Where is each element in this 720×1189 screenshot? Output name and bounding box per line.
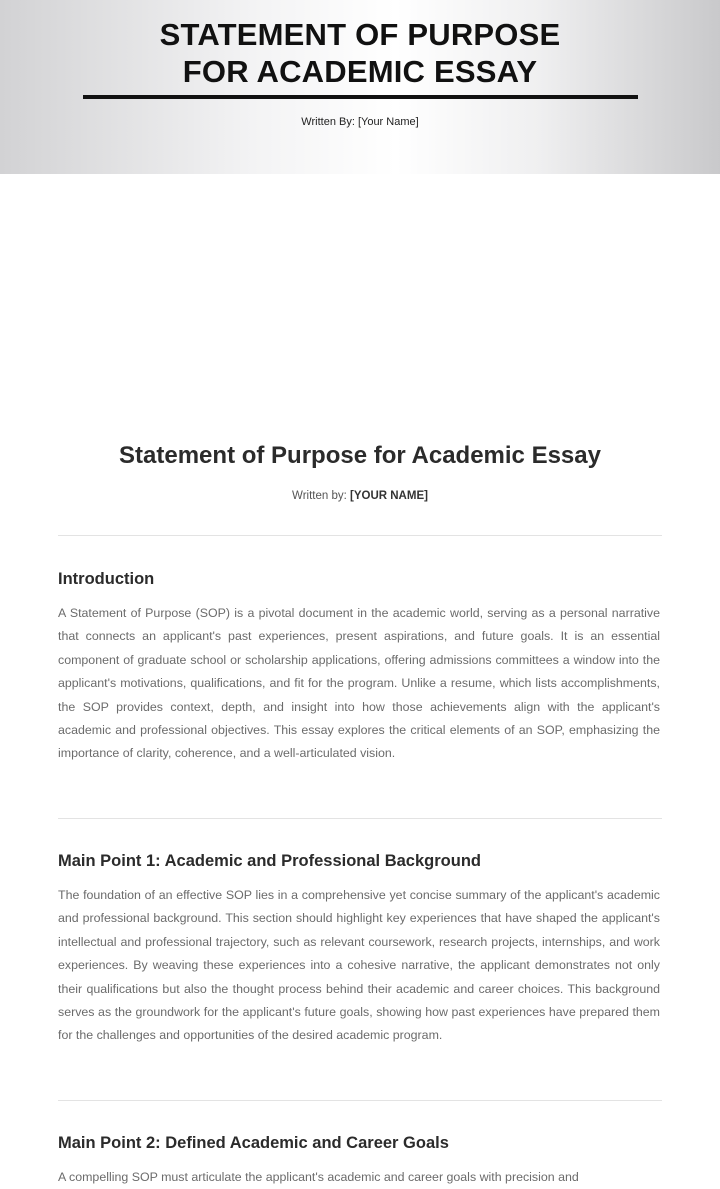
banner-title xyxy=(0,16,720,90)
divider xyxy=(58,535,662,536)
banner-byline: Written By: [Your Name] xyxy=(301,116,419,128)
section-body-main-point-1: The foundation of an effective SOP lies in a comprehensive yet concise summary of the applicant's academic and professional background. This section should highlight key experiences that have shaped the applicant's intellectual and professional trajectory, such as relevant coursework, research projects, internships, and work experiences. By weaving these experiences into a cohesive narrative, the applicant demonstrates not only their qualifications but also the thought process behind their academic and career choices. This background serves as the groundwork for the applicant's future goals, showing how past experiences have prepared them for the challenges and opportunities of the desired academic program. xyxy=(58,888,660,1043)
section-heading-introduction: Introduction xyxy=(58,570,155,588)
banner-title-line-2: FOR ACADEMIC ESSAY xyxy=(182,54,538,89)
divider xyxy=(58,818,662,819)
banner-title-line-1: STATEMENT OF PURPOSE xyxy=(159,17,561,52)
section-body-main-point-2: A compelling SOP must articulate the applicant's academic and career goals with precision and xyxy=(58,1170,579,1184)
document-byline xyxy=(0,490,720,502)
document-title: Statement of Purpose for Academic Essay xyxy=(119,442,601,469)
header-banner xyxy=(0,0,720,174)
byline-prefix: Written by: xyxy=(292,490,347,502)
section-heading-main-point-2: Main Point 2: Defined Academic and Career Goals xyxy=(58,1134,449,1152)
banner-rule xyxy=(83,95,638,99)
section-body-introduction: A Statement of Purpose (SOP) is a pivotal document in the academic world, serving as a personal narrative that connects an applicant's past experiences, present aspirations, and future goals. It is an essential component of graduate school or scholarship applications, offering admissions committees a window into the applicant's motivations, qualifications, and fit for the program. Unlike a resume, which lists accomplishments, the SOP provides context, depth, and insight into how those achievements align with the applicant's academic and professional objectives. This essay explores the critical elements of an SOP, emphasizing the importance of clarity, coherence, and a well-articulated vision. xyxy=(58,606,660,761)
divider xyxy=(58,1100,662,1101)
section-heading-main-point-1: Main Point 1: Academic and Professional Background xyxy=(58,852,481,870)
byline-name: [YOUR NAME] xyxy=(350,490,428,502)
